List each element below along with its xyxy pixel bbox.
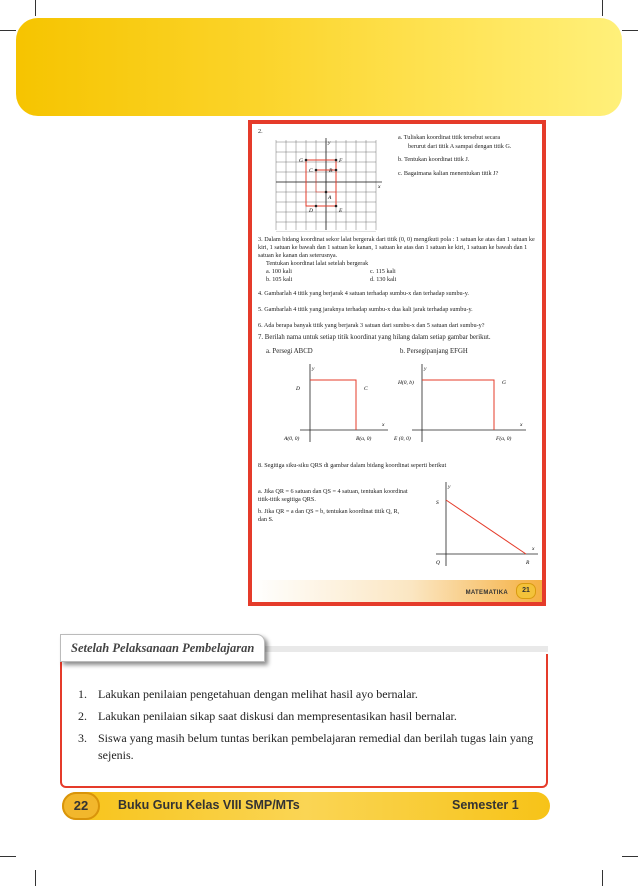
q7-rectangle-figure — [392, 360, 532, 444]
q7a-x-label: x — [382, 422, 385, 428]
book-title: Buku Guru Kelas VIII SMP/MTs — [118, 798, 300, 812]
q3-option-a: a. 100 kali — [266, 268, 292, 275]
q8-point-r: R — [526, 560, 530, 566]
q8-y-label: y — [448, 484, 451, 490]
q7a-point-d: D — [296, 386, 300, 392]
semester-label: Semester 1 — [452, 798, 519, 812]
list-item-text: Lakukan penilaian pengetahuan dengan melihat hasil ayo bernalar. — [98, 687, 418, 701]
crop-mark — [622, 856, 638, 857]
q7b-y-label: y — [424, 366, 427, 372]
q6-text: 6. Ada berapa banyak titik yang berjarak 3 satuan dari sumbu-x dan 5 satuan dari sumbu-y? — [258, 322, 485, 329]
q2-part-b: b. Tentukan koordinat titik J. — [398, 156, 470, 163]
q7b-point-e: E (0, 0) — [394, 436, 411, 442]
q3-option-c: c. 115 kali — [370, 268, 396, 275]
q7a-point-c: C — [364, 386, 368, 392]
q8-text: 8. Segitiga siku-siku QRS di gambar dalam bidang koordinat seperti berikut — [258, 462, 447, 469]
crop-mark — [602, 870, 603, 886]
list-item-text: Lakukan penilaian sikap saat diskusi dan mempresentasikan hasil bernalar. — [98, 709, 457, 723]
list-item-number: 2. — [78, 709, 87, 723]
crop-mark — [0, 30, 16, 31]
q2-point-a: A — [328, 195, 332, 201]
q7-label-b: b. Persegipanjang EFGH — [400, 348, 468, 355]
q7-square-figure — [276, 360, 396, 444]
embedded-page-number: 21 — [516, 583, 536, 599]
q8-point-s: S — [436, 500, 439, 506]
q7-label-a: a. Persegi ABCD — [266, 348, 313, 355]
q2-point-b: B — [329, 168, 333, 174]
q7b-point-f: F(a, 0) — [496, 436, 512, 442]
q8-point-q: Q — [436, 560, 440, 566]
embedded-subject-label: MATEMATIKA — [465, 590, 508, 596]
q2-point-c: C — [309, 168, 313, 174]
q7-text: 7. Berilah nama untuk setiap titik koordinat yang hilang dalam setiap gambar berikut. — [258, 334, 491, 341]
header-banner — [16, 18, 622, 116]
embedded-page-footer — [252, 580, 542, 602]
list-item-text: Siswa yang masih belum tuntas berikan pembelajaran remedial dan berilah tugas lain yang sejenis. — [98, 731, 534, 762]
q8-part-a: a. Jika QR = 6 satuan dan QS = 4 satuan, tentukan koordinat titik-titik segitiga QRS. — [258, 488, 408, 503]
q2-number: 2. — [258, 128, 263, 135]
q7b-point-h: H(0, b) — [398, 380, 414, 386]
q7a-y-label: y — [312, 366, 315, 372]
page-number: 22 — [62, 792, 100, 820]
q3-text: 3. Dalam bidang koordinat sekor lalat bergerak dari titik (0, 0) mengikuti pola : 1 satuan ke atas dan 1 satuan ke kiri, 1 satuan ke bawah dan 1 satuan ke kanan, 1 satuan ke atas dan 1 satuan ke kiri, 1 satuan ke bawah dan 1 satuan ke kanan dan seterusnya. — [258, 236, 535, 259]
q8-triangle-figure — [422, 480, 542, 570]
q2-point-d: D — [309, 208, 313, 214]
crop-mark — [35, 870, 36, 886]
q3-option-d: d. 130 kali — [370, 276, 397, 283]
q5-text: 5. Gambarlah 4 titik yang jaraknya terhadap sumbu-x dua kali jarak terhadap sumbu-y. — [258, 306, 473, 313]
q2-point-g: G — [299, 158, 303, 164]
q2-x-label: x — [378, 184, 381, 190]
q2-point-e: E — [339, 208, 343, 214]
q2-point-f: F — [339, 158, 343, 164]
q7a-point-b: B(a, 0) — [356, 436, 372, 442]
q7b-x-label: x — [520, 422, 523, 428]
embedded-textbook-page — [248, 120, 546, 606]
crop-mark — [35, 0, 36, 16]
q2-part-c: c. Bagaimana kalian menentukan titik J? — [398, 170, 499, 177]
list-item-number: 3. — [78, 731, 87, 745]
q8-part-b: b. Jika QR = a dan QS = b, tentukan koordinat titik Q, R, dan S. — [258, 508, 400, 523]
q2-part-a-cont: berurut dari titik A sampai dengan titik G. — [408, 143, 512, 150]
q7a-point-a: A(0, 0) — [284, 436, 300, 442]
q3-ask: Tentukan koordinat lalat setelah bergerak — [266, 260, 369, 267]
section-title: Setelah Pelaksanaan Pembelajaran — [60, 634, 265, 662]
q8-x-label: x — [532, 546, 535, 552]
q7b-point-g: G — [502, 380, 506, 386]
crop-mark — [622, 30, 638, 31]
q2-coordinate-grid — [272, 136, 384, 232]
q2-y-label: y — [328, 140, 331, 146]
list-item-number: 1. — [78, 687, 87, 701]
crop-mark — [0, 856, 16, 857]
q4-text: 4. Gambarlah 4 titik yang berjarak 4 satuan terhadap sumbu-x dan terhadap sumbu-y. — [258, 290, 469, 297]
crop-mark — [602, 0, 603, 16]
q2-part-a: a. Tuliskan koordinat titik tersebut secara — [398, 134, 501, 141]
q3-option-b: b. 105 kali — [266, 276, 293, 283]
